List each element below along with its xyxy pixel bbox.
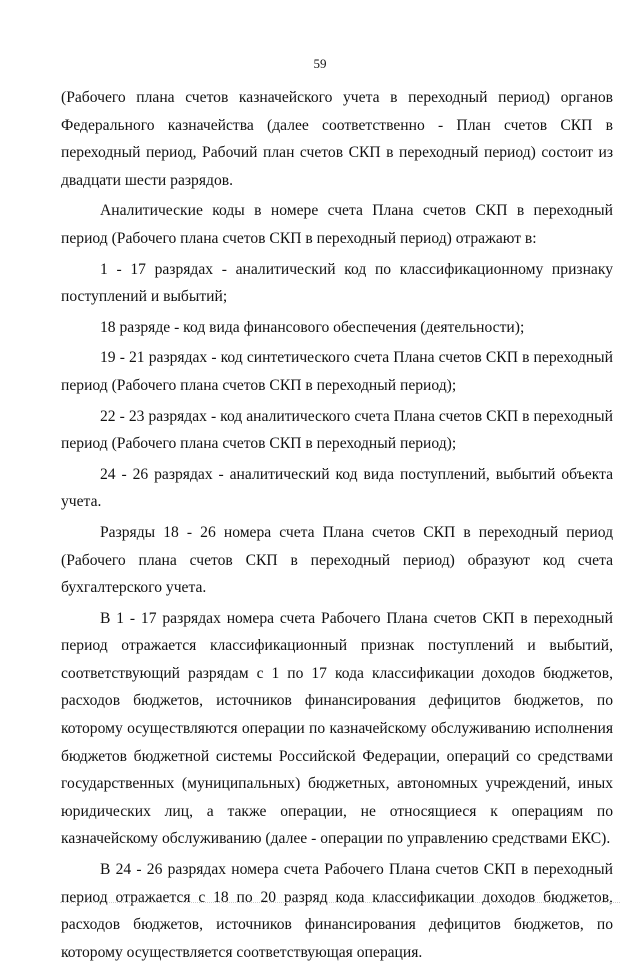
list-item-digits-1-17: 1 - 17 разрядах - аналитический код по классификационному признаку поступлений и выбытий; — [61, 260, 613, 306]
list-item-digits-22-23: 22 - 23 разрядах - код аналитического счета Плана счетов СКП в переходный период (Рабочего плана счетов СКП в переходный период); — [61, 407, 613, 453]
document-body — [61, 84, 613, 966]
list-item-digit-18: 18 разряде - код вида финансового обеспечения (деятельности); — [100, 318, 525, 336]
list-item-digits-19-21: 19 - 21 разрядах - код синтетического счета Плана счетов СКП в переходный период (Рабочего плана счетов СКП в переходный период); — [61, 349, 613, 394]
paragraph-continuation: (Рабочего плана счетов казначейского учета в переходный период) органов Федерального казначейства (далее соответственно - План счетов СКП в переходный период, Рабочий план счетов СКП в переходный период) состоит из двадцати шести разрядов. — [61, 89, 613, 189]
list-item-digits-24-26: 24 - 26 разрядах - аналитический код вида поступлений, выбытий объекта учета. — [61, 465, 613, 511]
scan-edge-line — [60, 902, 620, 903]
paragraph-analytic-codes-intro: Аналитические коды в номере счета Плана счетов СКП в переходный период (Рабочего плана счетов СКП в переходный период) отражают в: — [61, 202, 613, 247]
paragraph-digits-24-26-detail: В 24 - 26 разрядах номера счета Рабочего Плана счетов СКП в переходный период отражается с 18 по 20 разряд кода классификации доходов бюджетов, расходов бюджетов, источников финансирования дефицитов бюджетов, по которому осуществляется соответствующая операция. — [61, 861, 613, 961]
paragraph-digits-1-17-detail: В 1 - 17 разрядах номера счета Рабочего Плана счетов СКП в переходный период отражается классификационный признак поступлений и выбытий, соответствующий разрядам с 1 по 17 кода классификации доходов бюджетов, расходов бюджетов, источников финансирования дефицитов бюджетов, по которому осуществляются операции по казначейскому обслуживанию исполнения бюджетов бюджетной системы Российской Федерации, операций со средствами государственных (муниципальных) бюджетных, автономных учреждений, иных юридических лиц, а также операции, не относящиеся к операциям по казначейскому обслуживанию (далее - операции по управлению средствами ЕКС). — [61, 609, 613, 848]
paragraph-account-code: Разряды 18 - 26 номера счета Плана счетов СКП в переходный период (Рабочего плана счетов СКП в переходный период) образуют код счета бухгалтерского учета. — [61, 523, 613, 597]
page-number: 59 — [313, 56, 327, 71]
